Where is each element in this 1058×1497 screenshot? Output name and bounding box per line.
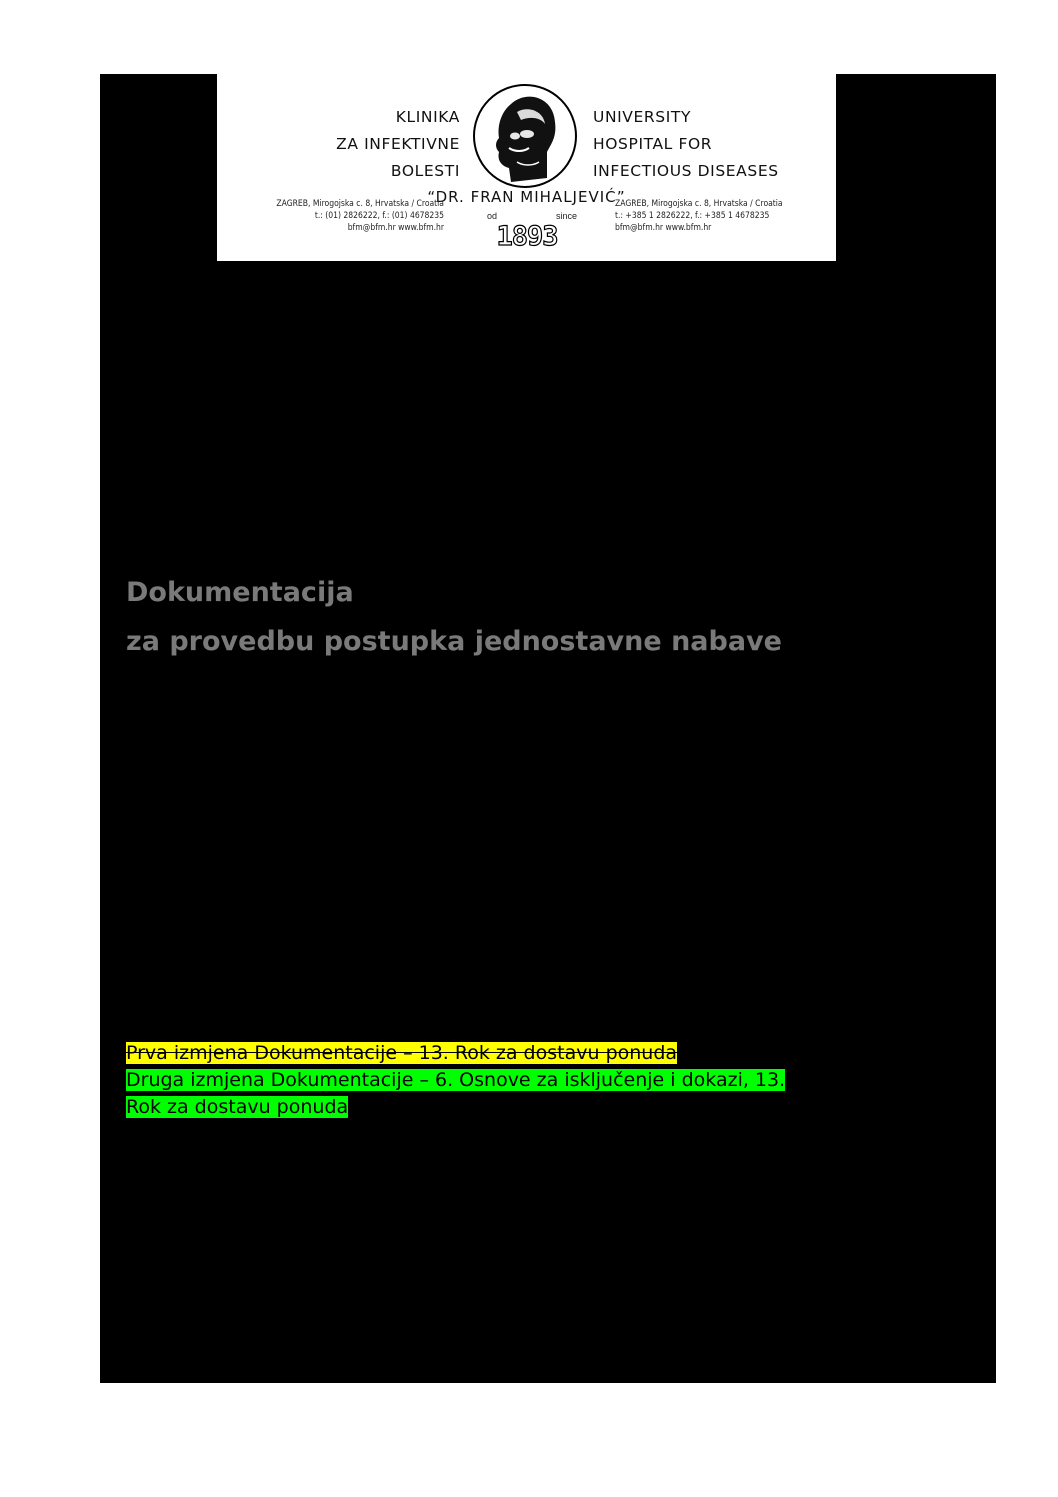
logo-left-line: KLINIKA — [395, 108, 460, 126]
document-cover-background — [100, 74, 996, 1383]
logo-founding-year: 1893 — [496, 221, 558, 252]
logo-right-line: HOSPITAL FOR — [593, 135, 713, 153]
since-english: since — [555, 211, 577, 221]
portrait-emblem-icon — [471, 82, 579, 190]
logo-right-line: UNIVERSITY — [593, 108, 692, 126]
second-amendment-note-line-2: Rok za dostavu ponuda — [126, 1096, 349, 1118]
first-amendment-note: Prva izmjena Dokumentacije – 13. Rok za dostavu ponuda — [126, 1042, 678, 1064]
logo-english-name — [593, 104, 779, 185]
address-line: ZAGREB, Mirogojska c. 8, Hrvatska / Croatia — [276, 199, 444, 209]
document-title — [126, 568, 782, 666]
address-line: bfm@bfm.hr www.bfm.hr — [347, 223, 444, 233]
logo-address-croatian — [276, 198, 444, 234]
logo-croatian-name — [336, 104, 460, 185]
address-line: t.: (01) 2826222, f.: (01) 4678235 — [314, 211, 444, 221]
hospital-logo — [217, 74, 836, 261]
since-croatian: od — [487, 211, 498, 221]
address-line: t.: +385 1 2826222, f.: +385 1 4678235 — [615, 211, 770, 221]
title-line-1: Dokumentacija — [126, 577, 354, 608]
address-line: bfm@bfm.hr www.bfm.hr — [615, 223, 712, 233]
logo-since-label — [487, 211, 577, 221]
second-amendment-note-line-1: Druga izmjena Dokumentacije – 6. Osnove za isključenje i dokazi, 13. — [126, 1069, 786, 1091]
title-line-2: za provedbu postupka jednostavne nabave — [126, 626, 782, 657]
address-line: ZAGREB, Mirogojska c. 8, Hrvatska / Croatia — [615, 199, 783, 209]
amendments-notice — [126, 1040, 785, 1121]
logo-right-line: INFECTIOUS DISEASES — [593, 162, 779, 180]
logo-left-line: ZA INFEKTIVNE — [336, 135, 460, 153]
logo-left-line: BOLESTI — [390, 162, 460, 180]
logo-address-english — [615, 198, 783, 234]
logo-hospital-name: “DR. FRAN MIHALJEVIĆ” — [427, 188, 626, 206]
